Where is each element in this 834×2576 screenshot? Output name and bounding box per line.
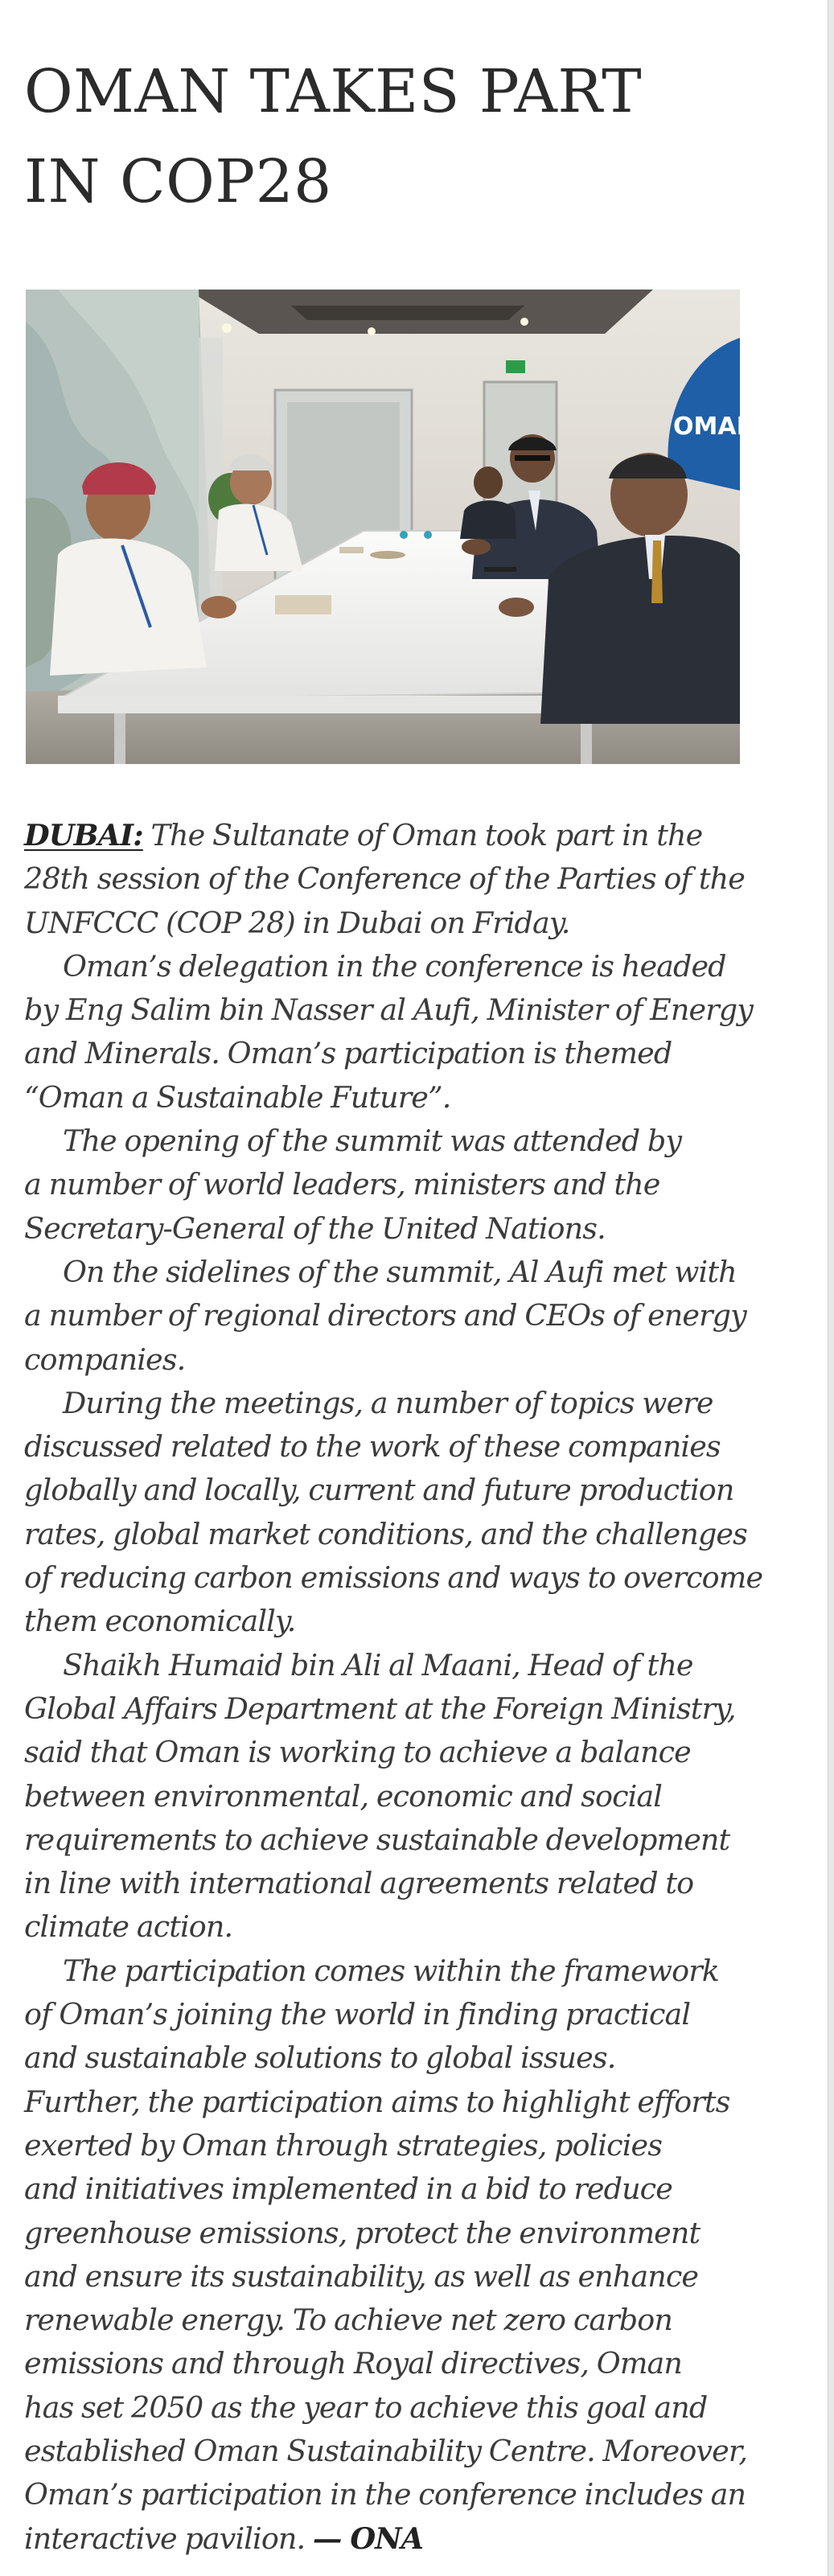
dateline: DUBAI: [24,818,143,853]
ceiling-light [520,318,528,326]
article-line: Secretary-General of the United Nations. [24,1210,606,1246]
meeting-room-illustration [26,290,757,764]
signage-text: OMAN [673,413,757,441]
article-line: Shaikh Humaid bin Ali al Maani, Head of the [63,1647,693,1682]
article-line: companies. [24,1341,186,1377]
article-line: During the meetings, a number of topics were [63,1385,713,1420]
article-line: established Oman Sustainability Centre. Moreover, [24,2433,748,2468]
news-photo [26,290,757,764]
notebook [275,595,331,614]
article-line: DUBAI: The Sultanate of Oman took part in the [24,818,703,853]
article-line: a number of world leaders, ministers and the [24,1167,660,1202]
article-line: greenhouse emissions, protect the environment [24,2215,700,2250]
exit-sign [506,360,525,373]
headline-line-2: IN COP28 [24,147,332,216]
page-edge [828,0,834,2576]
article-line: Oman’s participation in the conference includes an [24,2477,746,2512]
article-line: by Eng Salim bin Nasser al Aufi, Minister of Energy [24,992,753,1028]
water-bottle [400,531,408,539]
article-line: Global Affairs Department at the Foreign Ministry, [24,1691,736,1726]
article-line: and initiatives implemented in a bid to reduce [24,2171,672,2207]
article-line: The opening of the summit was attended by [63,1124,682,1159]
article-line: and sustainable solutions to global issues. [24,2040,616,2076]
article-line: climate action. [24,1909,233,1945]
article-line: exerted by Oman through strategies, policies [24,2127,663,2163]
credit: — ONA [312,2521,424,2556]
ceiling-light [368,327,376,335]
article-line: emissions and through Royal directives, Oman [24,2346,682,2381]
article-line: between environmental, economic and social [24,1778,663,1814]
article-line: in line with international agreements related to [24,1866,694,1901]
ceiling-light [222,323,232,333]
article-line: “Oman a Sustainable Future”. [24,1079,451,1115]
article-line: 28th session of the Conference of the Parties of the [24,861,745,897]
article-line: and ensure its sustainability, as well as enhance [24,2258,699,2294]
article-line: On the sidelines of the summit, Al Aufi met with [63,1254,737,1289]
article-line: of reducing carbon emissions and ways to overcome [24,1560,763,1596]
article-line: Further, the participation aims to highlight efforts [24,2084,730,2119]
headline [24,47,748,227]
suit-front [540,536,740,724]
article-line: and Minerals. Oman’s participation is themed [24,1036,672,1071]
article-line: renewable energy. To achieve net zero carbon [24,2303,672,2338]
article-line: of Oman’s joining the world in finding practical [24,1997,691,2032]
article-line: a number of regional directors and CEOs of energy [24,1298,746,1333]
article-line: The participation comes within the framework [63,1953,719,1988]
tie [651,540,663,603]
article-line: rates, global market conditions, and the challenges [24,1516,747,1551]
article-line: UNFCCC (COP 28) in Dubai on Friday. [24,905,570,940]
article-line: interactive pavilion. — ONA [24,2521,424,2556]
article-line: Oman’s delegation in the conference is headed [63,948,726,984]
article-line: them economically. [24,1604,296,1639]
article-line: globally and locally, current and future production [24,1473,734,1508]
headline-line-1: OMAN TAKES PART [24,57,643,126]
article-line: said that Oman is working to achieve a balance [24,1735,691,1770]
article-line: discussed related to the work of these companies [24,1429,721,1465]
article-body [24,814,763,2561]
article-line: has set 2050 as the year to achieve this goal and [24,2389,708,2425]
article-line: requirements to achieve sustainable development [24,1822,730,1857]
